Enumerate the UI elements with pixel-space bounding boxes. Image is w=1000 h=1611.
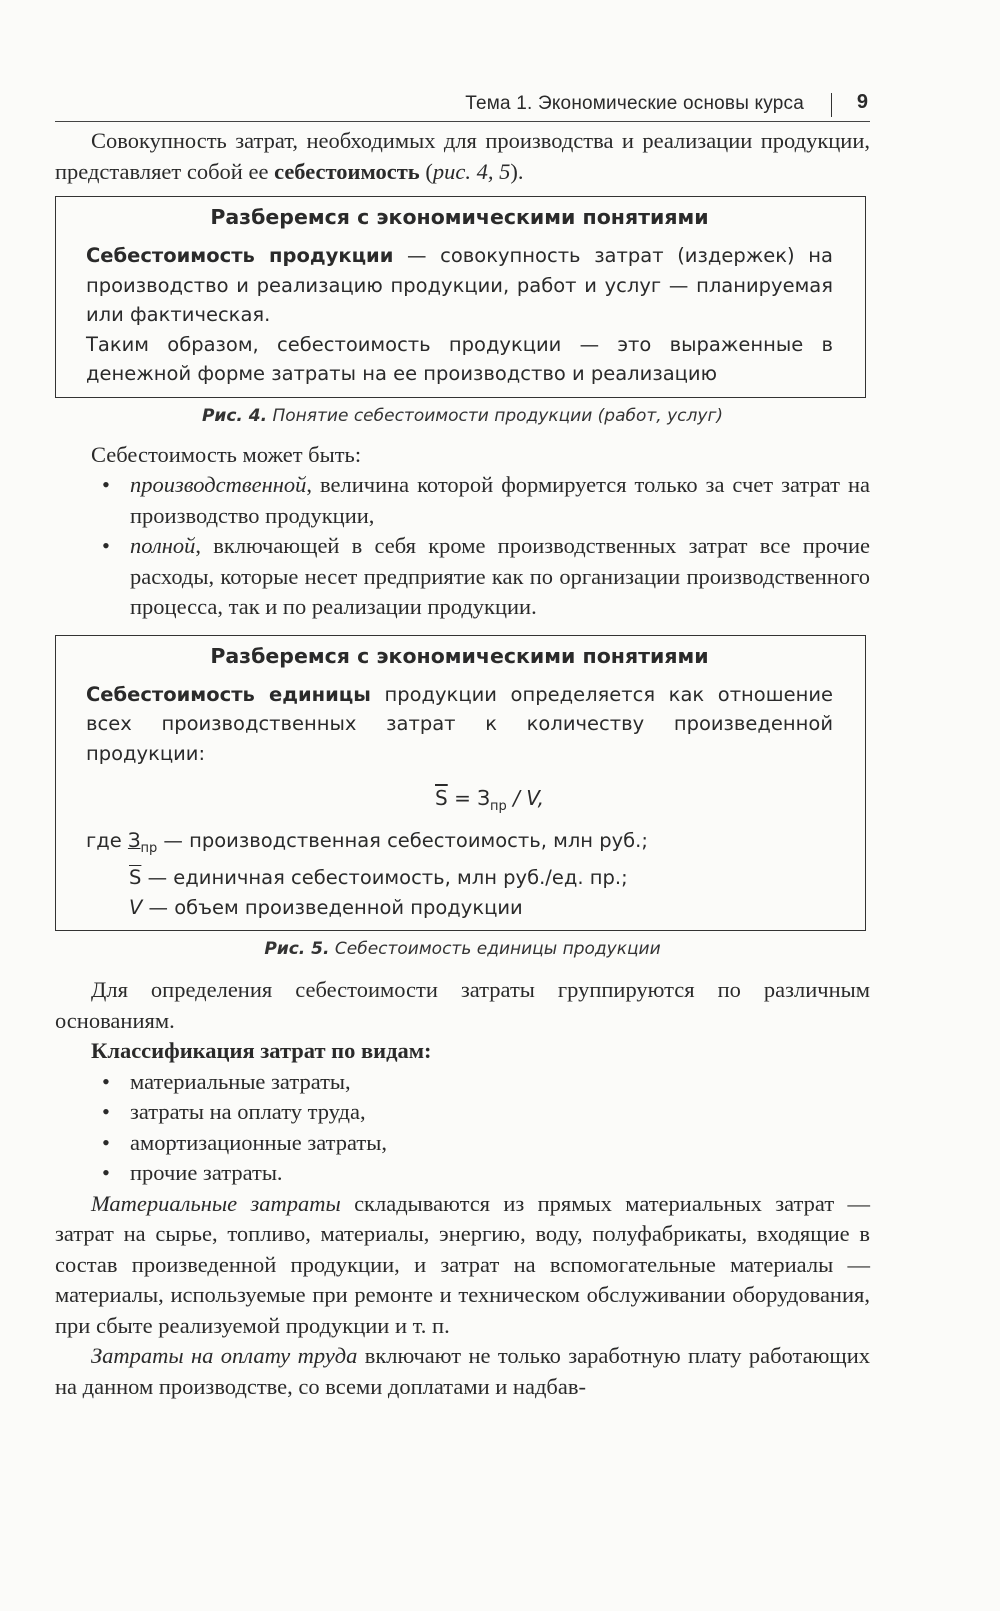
- running-header: [55, 85, 870, 122]
- list-item: • материальные затраты,: [55, 1067, 870, 1098]
- definition-text: Себестоимость продукции — совокупность затрат (издержек) на производство и реализацию продукции, работ и услуг — планируемая или фактическая.: [86, 244, 833, 326]
- conclusion-text: Таким образом, себестоимость продукции — это выраженные в денежной форме затраты на ее производство и реализацию: [86, 332, 833, 385]
- list-item: • амортизационные затраты,: [55, 1128, 870, 1159]
- formula-legend: где $З_{пр}$ — производственная себестоимость, млн руб.; $\overline{S}$ — единичная себестоимость, млн руб./ед. пр.; V — объем произведенной продукции: [86, 829, 648, 919]
- header-separator: [831, 93, 833, 117]
- classification-title: Классификация затрат по видам:: [91, 1038, 432, 1064]
- concept-box-1: [55, 196, 866, 398]
- definition-text: Себестоимость единицы продукции определяется как отношение всех производственных затрат к количеству произведенной продукции:: [86, 682, 833, 765]
- chapter-title: Тема 1. Экономические основы курса: [465, 93, 804, 114]
- bullet: •: [102, 533, 110, 558]
- figure-reference: рис. 4, 5: [432, 158, 511, 184]
- intro-paragraph: Совокупность затрат, необходимых для производства и реализации продукции, представляет собой ее себестоимость (рис. 4, 5).: [55, 128, 870, 184]
- types-lead: Себестоимость может быть:: [91, 441, 362, 467]
- list-item: • полной, включающей в себя кроме производственных затрат все прочие расходы, которые несет предприятие как по организации производственного процесса, так и по реализации продукции.: [102, 533, 870, 619]
- bullet: •: [102, 1129, 110, 1155]
- bullet: •: [102, 472, 110, 497]
- box-heading: Разберемся с экономическими понятиями: [210, 205, 709, 229]
- unit-cost-formula: $\overline{S} = З_{пр} / V$,: [435, 786, 544, 814]
- material-costs-paragraph: Материальные затраты складываются из прямых материальных затрат — затрат на сырье, топливо, материалы, энергию, воду, полуфабрикаты, входящие в состав произведенной продукции, и затрат на вспомогательные материалы — материалы, используемые при ремонте и техническом обслуживании оборудования, при сбыте реализуемой продукции и т. п.: [55, 1190, 870, 1338]
- list-item: • производственной, величина которой формируется только за счет затрат на производство продукции,: [102, 472, 870, 528]
- grouping-paragraph: Для определения себестоимости затраты группируются по различным основаниям.: [55, 977, 870, 1033]
- bullet: •: [102, 1160, 110, 1186]
- labor-costs-paragraph: Затраты на оплату труда включают не только заработную плату работающих на данном производстве, со всеми доплатами и надбав-: [55, 1343, 870, 1399]
- box-heading: Разберемся с экономическими понятиями: [210, 643, 709, 668]
- defined-term: Себестоимость единицы: [86, 682, 371, 706]
- document-page: [55, 85, 870, 1402]
- list-item: • прочие затраты.: [55, 1158, 870, 1189]
- defined-term: Себестоимость продукции: [86, 244, 394, 267]
- page-number: 9: [856, 91, 868, 113]
- list-item: • затраты на оплату труда,: [55, 1097, 870, 1128]
- bullet: •: [102, 1068, 110, 1094]
- concept-box-2: [55, 635, 866, 932]
- figure-4-caption: Рис. 4. Понятие себестоимости продукции (работ, услуг): [201, 405, 724, 426]
- figure-5-caption: Рис. 5. Себестоимость единицы продукции: [264, 939, 661, 960]
- bold-term: себестоимость: [274, 158, 420, 184]
- bullet: •: [102, 1099, 110, 1125]
